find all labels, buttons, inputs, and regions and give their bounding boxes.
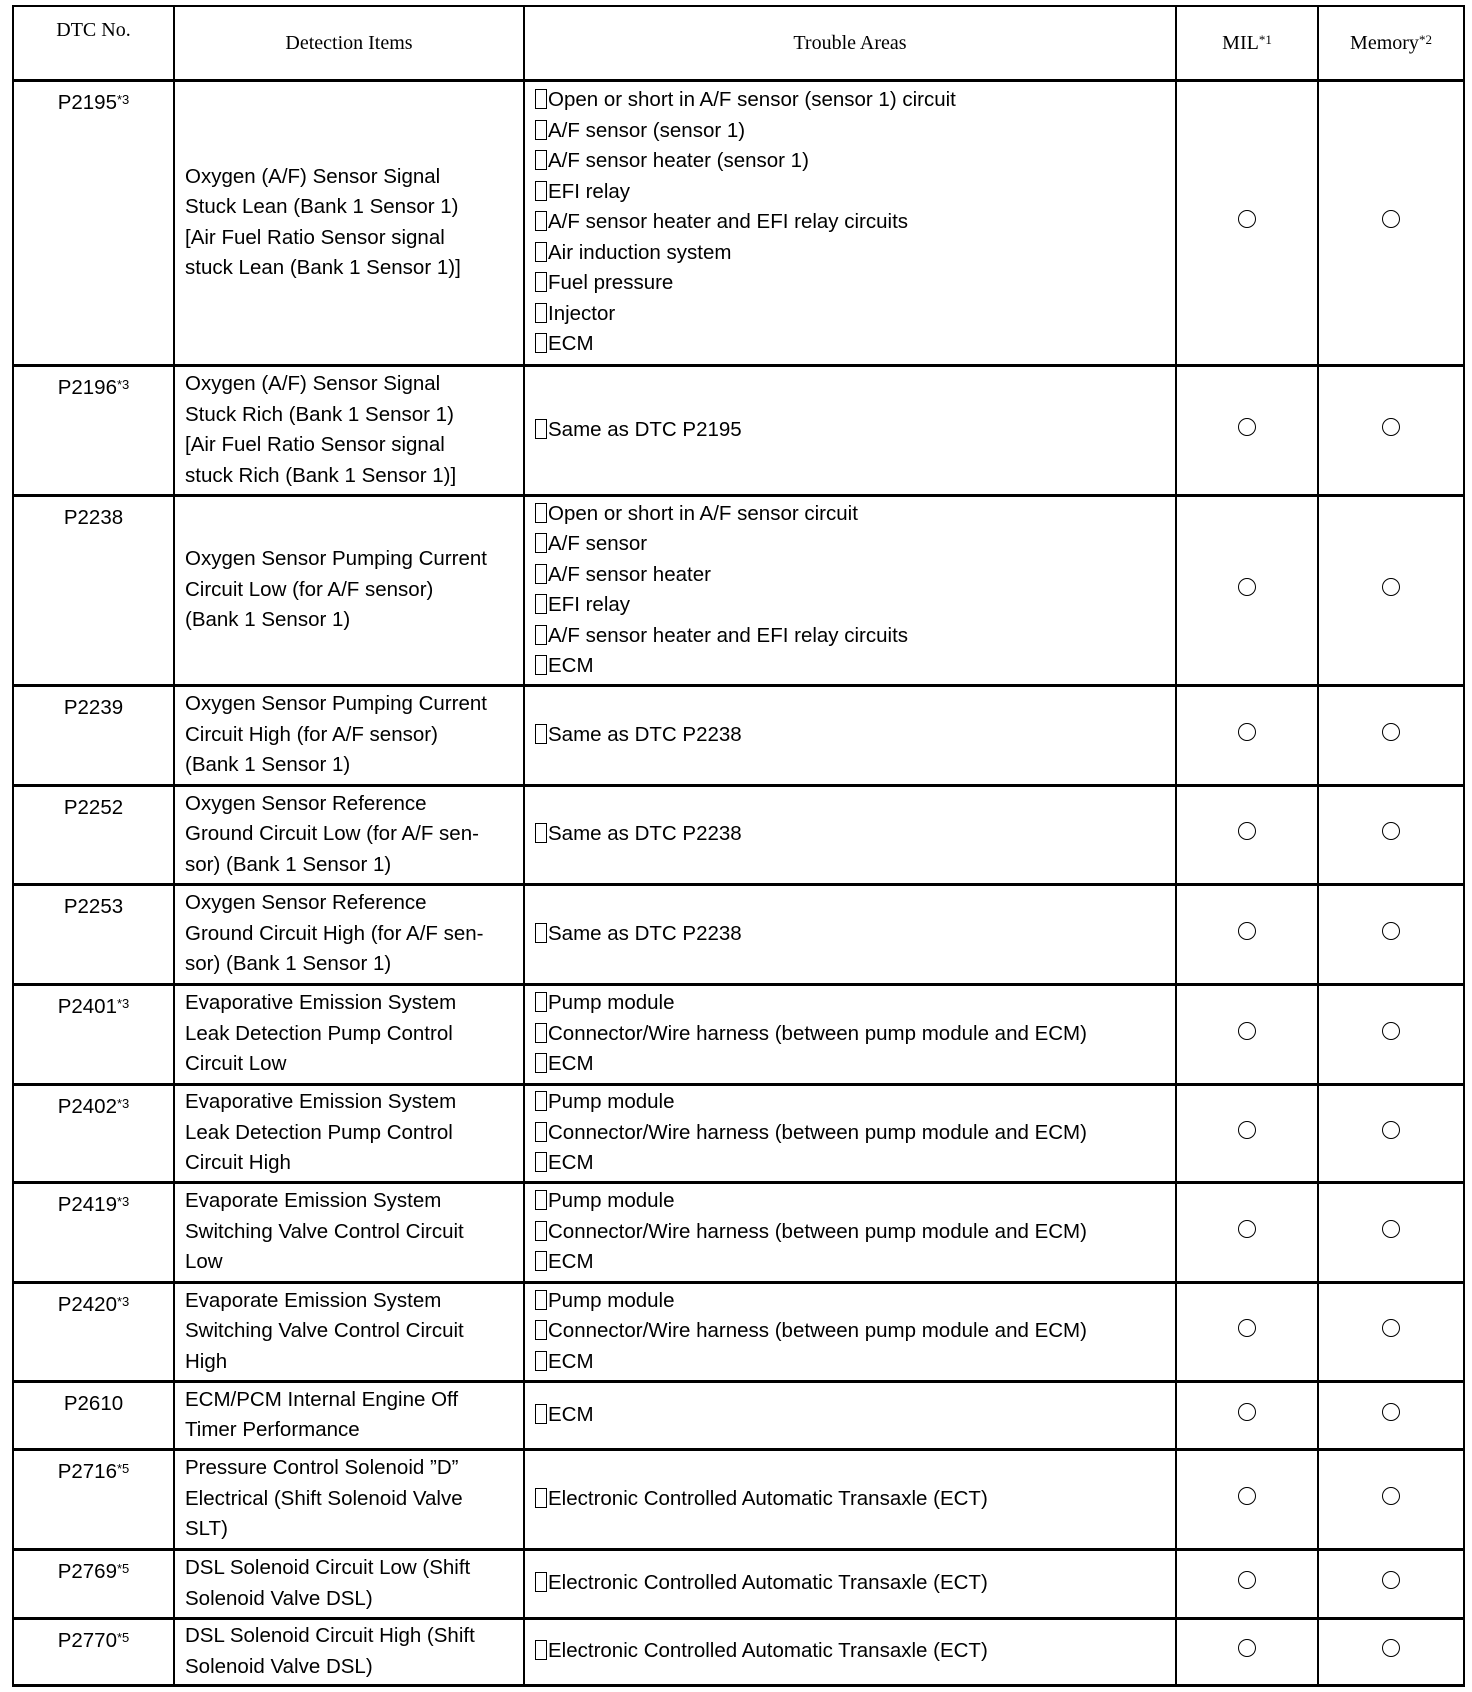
- trouble-cell: [524, 685, 1176, 785]
- dtc-note: *3: [116, 1095, 130, 1111]
- checkbox-icon: [535, 419, 547, 439]
- detection-cell: [174, 685, 524, 785]
- trouble-cell: [524, 984, 1176, 1084]
- detection-cell: [174, 80, 524, 365]
- detection-cell: [174, 984, 524, 1084]
- detection-line: Oxygen Sensor Pumping Current: [185, 692, 487, 716]
- trouble-area-text: A/F sensor: [548, 532, 648, 555]
- trouble-area-item: [535, 1484, 1165, 1515]
- checkbox-icon: [535, 564, 547, 584]
- checkbox-icon: [535, 724, 547, 744]
- detection-line: High: [185, 1349, 228, 1373]
- trouble-area-text: Electronic Controlled Automatic Transaxle (ECT): [548, 1486, 988, 1510]
- mil-cell: [1176, 1282, 1318, 1381]
- circle-mark-icon: [1238, 210, 1256, 228]
- checkbox-icon: [535, 1290, 547, 1310]
- detection-line: Circuit High: [185, 1151, 291, 1175]
- detection-line: Ground Circuit High (for A/F sen-: [185, 921, 484, 945]
- trouble-area-item: [535, 988, 1165, 1019]
- trouble-area-item: [535, 85, 1165, 116]
- trouble-cell: [524, 1549, 1176, 1618]
- table-row: [13, 1618, 1464, 1685]
- dtc-code: P2716: [57, 1459, 117, 1483]
- trouble-area-item: [535, 720, 1165, 751]
- table-row: [13, 785, 1464, 884]
- table-row: [13, 1282, 1464, 1381]
- dtc-code: P2238: [63, 505, 124, 529]
- circle-mark-icon: [1238, 418, 1256, 436]
- dtc-cell: [13, 884, 174, 984]
- trouble-area-text: EFI relay: [548, 593, 631, 616]
- dtc-note: *3: [116, 1293, 130, 1309]
- trouble-cell: [524, 884, 1176, 984]
- dtc-cell: [13, 1182, 174, 1282]
- detection-line: Low: [185, 1250, 223, 1274]
- detection-line: Oxygen Sensor Reference: [185, 791, 427, 815]
- mil-cell: [1176, 685, 1318, 785]
- checkbox-icon: [535, 1221, 547, 1241]
- trouble-area-item: [535, 299, 1165, 330]
- mil-cell: [1176, 1449, 1318, 1549]
- trouble-area-text: ECM: [548, 1151, 594, 1175]
- trouble-area-text: Connector/Wire harness (between pump module and ECM): [548, 1120, 1087, 1144]
- trouble-area-text: A/F sensor heater (sensor 1): [548, 149, 809, 173]
- header-memory: [1318, 6, 1464, 80]
- detection-line: [Air Fuel Ratio Sensor signal: [185, 225, 445, 249]
- dtc-code: P2420: [57, 1292, 117, 1316]
- trouble-area-item: [535, 1568, 1165, 1599]
- detection-line: Oxygen Sensor Pumping Current: [185, 547, 487, 571]
- trouble-area-item: [535, 177, 1165, 208]
- detection-line: Timer Performance: [185, 1418, 360, 1441]
- trouble-cell: [524, 1084, 1176, 1182]
- dtc-code: P2419: [57, 1192, 117, 1216]
- trouble-area-text: EFI relay: [548, 179, 631, 203]
- checkbox-icon: [535, 120, 547, 140]
- mil-cell: [1176, 1549, 1318, 1618]
- trouble-area-text: Pump module: [548, 991, 675, 1015]
- trouble-area-item: [535, 329, 1165, 360]
- detection-line: (Bank 1 Sensor 1): [185, 608, 351, 632]
- checkbox-icon: [535, 242, 547, 262]
- detection-cell: [174, 1381, 524, 1449]
- trouble-area-text: Pump module: [548, 1189, 675, 1213]
- memory-note: *2: [1418, 31, 1432, 47]
- memory-cell: [1318, 785, 1464, 884]
- trouble-area-text: Pump module: [548, 1288, 675, 1312]
- trouble-area-item: [535, 621, 1165, 652]
- checkbox-icon: [535, 211, 547, 231]
- trouble-cell: [524, 495, 1176, 685]
- table-row: [13, 1084, 1464, 1182]
- trouble-cell: [524, 785, 1176, 884]
- circle-mark-icon: [1238, 1639, 1256, 1657]
- circle-mark-icon: [1382, 1571, 1400, 1589]
- detection-line: Evaporate Emission System: [185, 1288, 442, 1312]
- detection-line: Electrical (Shift Solenoid Valve: [185, 1486, 463, 1510]
- dtc-code: P2196: [57, 375, 117, 399]
- dtc-note: *3: [116, 91, 130, 107]
- detection-line: Circuit Low: [185, 1052, 287, 1076]
- trouble-area-item: [535, 146, 1165, 177]
- detection-line: sor) (Bank 1 Sensor 1): [185, 852, 392, 876]
- checkbox-icon: [535, 89, 547, 109]
- mil-cell: [1176, 365, 1318, 495]
- detection-line: [Air Fuel Ratio Sensor signal: [185, 433, 445, 456]
- detection-line: Oxygen (A/F) Sensor Signal: [185, 372, 441, 395]
- checkbox-icon: [535, 1640, 547, 1660]
- dtc-cell: [13, 685, 174, 785]
- circle-mark-icon: [1382, 418, 1400, 436]
- detection-cell: [174, 365, 524, 495]
- memory-cell: [1318, 1282, 1464, 1381]
- detection-line: SLT): [185, 1517, 228, 1541]
- memory-cell: [1318, 1182, 1464, 1282]
- trouble-area-text: ECM: [548, 1250, 594, 1274]
- checkbox-icon: [535, 150, 547, 170]
- circle-mark-icon: [1238, 1319, 1256, 1337]
- dtc-code: P2610: [63, 1391, 124, 1415]
- header-dtc: DTC No.: [13, 6, 174, 80]
- checkbox-icon: [535, 333, 547, 353]
- circle-mark-icon: [1238, 723, 1256, 741]
- dtc-cell: [13, 984, 174, 1084]
- detection-line: Evaporative Emission System: [185, 1090, 457, 1114]
- checkbox-icon: [535, 533, 547, 553]
- detection-line: stuck Lean (Bank 1 Sensor 1)]: [185, 256, 461, 279]
- detection-line: Ground Circuit Low (for A/F sen-: [185, 822, 479, 846]
- trouble-area-item: [535, 1019, 1165, 1050]
- detection-line: Oxygen Sensor Reference: [185, 891, 427, 915]
- memory-cell: [1318, 884, 1464, 984]
- memory-cell: [1318, 80, 1464, 365]
- circle-mark-icon: [1238, 922, 1256, 940]
- trouble-area-item: [535, 499, 1165, 530]
- detection-line: stuck Rich (Bank 1 Sensor 1)]: [185, 463, 457, 487]
- trouble-area-text: Connector/Wire harness (between pump module and ECM): [548, 1021, 1087, 1045]
- checkbox-icon: [535, 1122, 547, 1142]
- trouble-area-text: Open or short in A/F sensor (sensor 1) circuit: [548, 88, 956, 112]
- trouble-cell: [524, 365, 1176, 495]
- circle-mark-icon: [1382, 1022, 1400, 1040]
- circle-mark-icon: [1382, 922, 1400, 940]
- trouble-area-item: [535, 919, 1165, 950]
- mil-cell: [1176, 1381, 1318, 1449]
- detection-cell: [174, 785, 524, 884]
- table-row: [13, 1182, 1464, 1282]
- dtc-code: P2402: [57, 1094, 117, 1118]
- trouble-cell: [524, 1282, 1176, 1381]
- circle-mark-icon: [1382, 822, 1400, 840]
- memory-cell: [1318, 1618, 1464, 1685]
- dtc-cell: [13, 495, 174, 685]
- detection-cell: [174, 1182, 524, 1282]
- detection-cell: [174, 1449, 524, 1549]
- checkbox-icon: [535, 1053, 547, 1073]
- circle-mark-icon: [1382, 1220, 1400, 1238]
- trouble-area-text: Pump module: [548, 1090, 675, 1114]
- detection-line: Switching Valve Control Circuit: [185, 1219, 464, 1243]
- detection-line: sor) (Bank 1 Sensor 1): [185, 952, 392, 976]
- dtc-cell: [13, 785, 174, 884]
- dtc-cell: [13, 1282, 174, 1381]
- trouble-area-item: [535, 1186, 1165, 1217]
- mil-cell: [1176, 495, 1318, 685]
- detection-cell: [174, 1549, 524, 1618]
- memory-label: Memory: [1350, 31, 1419, 54]
- checkbox-icon: [535, 1152, 547, 1172]
- trouble-area-item: [535, 1316, 1165, 1347]
- dtc-note: *5: [116, 1629, 130, 1645]
- detection-line: Evaporative Emission System: [185, 991, 457, 1015]
- trouble-area-item: [535, 207, 1165, 238]
- dtc-note: *5: [116, 1460, 130, 1476]
- detection-line: DSL Solenoid Circuit Low (Shift: [185, 1556, 471, 1579]
- circle-mark-icon: [1382, 1639, 1400, 1657]
- detection-line: Solenoid Valve DSL): [185, 1586, 373, 1610]
- trouble-area-item: [535, 1286, 1165, 1317]
- table-row: [13, 80, 1464, 365]
- table-row: [13, 1549, 1464, 1618]
- dtc-note: *5: [116, 1560, 130, 1576]
- memory-cell: [1318, 1549, 1464, 1618]
- table-row: [13, 1449, 1464, 1549]
- mil-cell: [1176, 785, 1318, 884]
- trouble-area-text: Same as DTC P2195: [548, 417, 742, 441]
- trouble-area-text: ECM: [548, 1402, 594, 1426]
- checkbox-icon: [535, 1023, 547, 1043]
- table-row: [13, 495, 1464, 685]
- detection-line: Switching Valve Control Circuit: [185, 1319, 464, 1343]
- circle-mark-icon: [1238, 1121, 1256, 1139]
- detection-line: Circuit High (for A/F sensor): [185, 722, 438, 746]
- trouble-area-text: ECM: [548, 332, 594, 356]
- table-row: [13, 1381, 1464, 1449]
- trouble-area-item: [535, 268, 1165, 299]
- dtc-code: P2195: [57, 90, 117, 114]
- checkbox-icon: [535, 992, 547, 1012]
- circle-mark-icon: [1238, 1220, 1256, 1238]
- dtc-code: P2401: [57, 994, 117, 1018]
- detection-line: Circuit Low (for A/F sensor): [185, 577, 434, 601]
- detection-line: Pressure Control Solenoid ”D”: [185, 1456, 459, 1480]
- dtc-note: *3: [116, 995, 130, 1011]
- checkbox-icon: [535, 923, 547, 943]
- trouble-cell: [524, 1182, 1176, 1282]
- detection-cell: [174, 1282, 524, 1381]
- memory-cell: [1318, 1449, 1464, 1549]
- circle-mark-icon: [1382, 1319, 1400, 1337]
- trouble-area-text: Air induction system: [548, 240, 732, 264]
- memory-cell: [1318, 495, 1464, 685]
- detection-line: Stuck Rich (Bank 1 Sensor 1): [185, 402, 454, 426]
- circle-mark-icon: [1382, 1487, 1400, 1505]
- circle-mark-icon: [1382, 1403, 1400, 1421]
- circle-mark-icon: [1382, 1121, 1400, 1139]
- detection-cell: [174, 884, 524, 984]
- circle-mark-icon: [1238, 1403, 1256, 1421]
- header-trouble: Trouble Areas: [524, 6, 1176, 80]
- trouble-cell: [524, 1381, 1176, 1449]
- dtc-cell: [13, 1618, 174, 1685]
- trouble-area-item: [535, 1247, 1165, 1278]
- trouble-area-item: [535, 651, 1165, 682]
- checkbox-icon: [535, 1488, 547, 1508]
- detection-line: Evaporate Emission System: [185, 1189, 442, 1213]
- dtc-table: [12, 5, 1465, 1687]
- mil-cell: [1176, 1084, 1318, 1182]
- dtc-code: P2769: [57, 1559, 117, 1583]
- checkbox-icon: [535, 1091, 547, 1111]
- memory-cell: [1318, 1381, 1464, 1449]
- dtc-code: P2253: [63, 894, 124, 918]
- checkbox-icon: [535, 1351, 547, 1371]
- checkbox-icon: [535, 503, 547, 523]
- table-row: [13, 984, 1464, 1084]
- trouble-area-item: [535, 1087, 1165, 1118]
- trouble-area-item: [535, 238, 1165, 269]
- trouble-area-item: [535, 1049, 1165, 1080]
- trouble-cell: [524, 80, 1176, 365]
- detection-cell: [174, 1618, 524, 1685]
- detection-line: ECM/PCM Internal Engine Off: [185, 1387, 459, 1411]
- trouble-area-text: Connector/Wire harness (between pump module and ECM): [548, 1319, 1087, 1343]
- trouble-area-item: [535, 1636, 1165, 1667]
- checkbox-icon: [535, 1320, 547, 1340]
- detection-cell: [174, 495, 524, 685]
- trouble-area-text: Connector/Wire harness (between pump module and ECM): [548, 1219, 1087, 1243]
- trouble-area-item: [535, 819, 1165, 850]
- dtc-note: *3: [116, 1193, 130, 1209]
- circle-mark-icon: [1238, 1571, 1256, 1589]
- checkbox-icon: [535, 272, 547, 292]
- checkbox-icon: [535, 1190, 547, 1210]
- table-row: [13, 884, 1464, 984]
- dtc-code: P2239: [63, 695, 124, 719]
- trouble-area-item: [535, 1347, 1165, 1378]
- mil-label: MIL: [1222, 31, 1259, 54]
- header-row: [13, 6, 1464, 80]
- trouble-area-item: [535, 1118, 1165, 1149]
- checkbox-icon: [535, 181, 547, 201]
- trouble-area-text: A/F sensor heater and EFI relay circuits: [548, 210, 909, 234]
- detection-line: (Bank 1 Sensor 1): [185, 753, 351, 777]
- circle-mark-icon: [1238, 578, 1256, 596]
- trouble-area-item: [535, 116, 1165, 147]
- dtc-code: P2770: [57, 1628, 117, 1652]
- checkbox-icon: [535, 1251, 547, 1271]
- trouble-area-text: Same as DTC P2238: [548, 722, 742, 746]
- table-row: [13, 365, 1464, 495]
- detection-line: Solenoid Valve DSL): [185, 1654, 373, 1678]
- dtc-code: P2252: [63, 795, 124, 819]
- mil-cell: [1176, 1618, 1318, 1685]
- detection-cell: [174, 1084, 524, 1182]
- circle-mark-icon: [1382, 578, 1400, 596]
- circle-mark-icon: [1382, 723, 1400, 741]
- detection-line: Leak Detection Pump Control: [185, 1120, 453, 1144]
- memory-cell: [1318, 365, 1464, 495]
- detection-line: Oxygen (A/F) Sensor Signal: [185, 164, 441, 188]
- header-detection: Detection Items: [174, 6, 524, 80]
- dtc-cell: [13, 365, 174, 495]
- dtc-note: *3: [116, 376, 130, 392]
- mil-cell: [1176, 80, 1318, 365]
- detection-line: Leak Detection Pump Control: [185, 1021, 453, 1045]
- trouble-area-text: A/F sensor heater and EFI relay circuits: [548, 623, 909, 647]
- mil-note: *1: [1258, 31, 1272, 47]
- dtc-cell: [13, 1549, 174, 1618]
- mil-cell: [1176, 884, 1318, 984]
- trouble-cell: [524, 1618, 1176, 1685]
- mil-cell: [1176, 1182, 1318, 1282]
- trouble-area-item: [535, 1400, 1165, 1431]
- memory-cell: [1318, 685, 1464, 785]
- trouble-area-item: [535, 560, 1165, 591]
- table-row: [13, 685, 1464, 785]
- trouble-area-item: [535, 1217, 1165, 1248]
- mil-cell: [1176, 984, 1318, 1084]
- trouble-area-text: Electronic Controlled Automatic Transaxle (ECT): [548, 1571, 988, 1595]
- checkbox-icon: [535, 594, 547, 614]
- checkbox-icon: [535, 823, 547, 843]
- checkbox-icon: [535, 1404, 547, 1424]
- checkbox-icon: [535, 1572, 547, 1592]
- dtc-cell: [13, 1381, 174, 1449]
- trouble-area-text: ECM: [548, 654, 594, 677]
- trouble-area-text: A/F sensor heater: [548, 562, 711, 586]
- detection-line: Stuck Lean (Bank 1 Sensor 1): [185, 195, 459, 218]
- trouble-area-text: ECM: [548, 1349, 594, 1373]
- checkbox-icon: [535, 655, 547, 675]
- circle-mark-icon: [1238, 822, 1256, 840]
- trouble-area-text: ECM: [548, 1052, 594, 1076]
- memory-cell: [1318, 1084, 1464, 1182]
- trouble-area-item: [535, 529, 1165, 560]
- memory-cell: [1318, 984, 1464, 1084]
- trouble-area-text: Open or short in A/F sensor circuit: [548, 501, 858, 525]
- dtc-cell: [13, 80, 174, 365]
- checkbox-icon: [535, 625, 547, 645]
- trouble-cell: [524, 1449, 1176, 1549]
- trouble-area-text: Same as DTC P2238: [548, 822, 742, 846]
- dtc-cell: [13, 1449, 174, 1549]
- circle-mark-icon: [1238, 1487, 1256, 1505]
- trouble-area-text: Same as DTC P2238: [548, 921, 742, 945]
- trouble-area-text: A/F sensor (sensor 1): [548, 118, 746, 142]
- circle-mark-icon: [1382, 210, 1400, 228]
- checkbox-icon: [535, 303, 547, 323]
- trouble-area-item: [535, 1148, 1165, 1179]
- trouble-area-text: Electronic Controlled Automatic Transaxle (ECT): [548, 1639, 988, 1663]
- dtc-cell: [13, 1084, 174, 1182]
- trouble-area-item: [535, 415, 1165, 446]
- header-mil: [1176, 6, 1318, 80]
- trouble-area-text: Fuel pressure: [548, 271, 674, 295]
- trouble-area-item: [535, 590, 1165, 621]
- detection-line: DSL Solenoid Circuit High (Shift: [185, 1624, 475, 1647]
- circle-mark-icon: [1238, 1022, 1256, 1040]
- trouble-area-text: Injector: [548, 301, 616, 325]
